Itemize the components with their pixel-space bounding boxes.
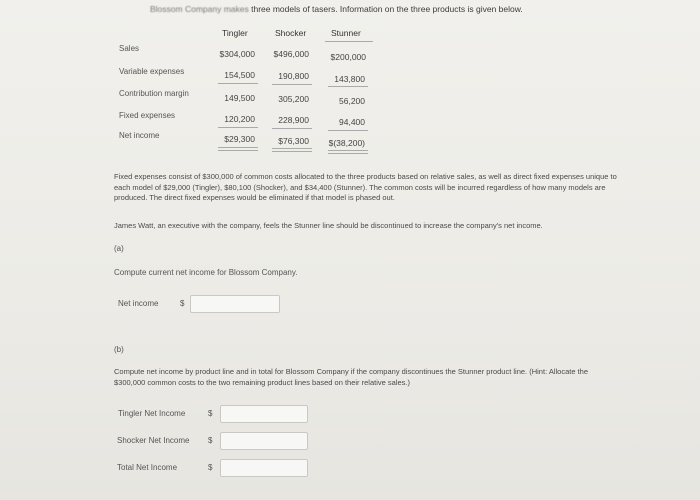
shocker-net-income-label: Shocker Net Income [117, 436, 190, 445]
cell-cm-stunner: 56,200 [339, 96, 365, 106]
cell-sales-tingler: $304,000 [219, 49, 255, 59]
cell-variable-tingler: 154,500 [224, 70, 255, 80]
row-label-variable-expenses: Variable expenses [119, 67, 185, 76]
header-stunner: Stunner [331, 28, 361, 38]
cell-ni-stunner: $(38,200) [328, 138, 365, 148]
net-income-currency: $ [180, 299, 185, 308]
cell-fixed-shocker: 228,900 [278, 115, 309, 125]
header-rule [325, 41, 373, 42]
rule-tingler-2 [218, 127, 258, 128]
intro-body: three models of tasers. Information on the three products is given below. [251, 4, 523, 14]
rule-tingler-1 [218, 83, 258, 84]
rule-stunner-1 [328, 86, 368, 87]
cell-fixed-stunner: 94,400 [339, 117, 365, 127]
row-label-sales: Sales [119, 44, 140, 53]
total-net-income-label: Total Net Income [117, 463, 178, 472]
total-net-income-input[interactable] [220, 459, 308, 477]
rule-stunner-2 [328, 130, 368, 131]
tingler-currency: $ [208, 409, 213, 418]
intro-prefix: Blossom Company makes [150, 4, 249, 14]
double-rule-stunner [328, 150, 368, 154]
double-rule-shocker [272, 148, 312, 152]
paragraph-fixed-expenses: Fixed expenses consist of $300,000 of common costs allocated to the three products based on relative sales, as well as direct fixed expenses unique to each model of $29,000 (Tingler), $80,100 (Shocker), and $34,400 (Stunner). The common costs will be incurred regardless of how many models are produced. The direct fixed expenses would be eliminated if that model is phased out. [114, 172, 617, 202]
part-b-label: (b) [114, 345, 124, 354]
cell-cm-shocker: 305,200 [278, 94, 309, 104]
net-income-label: Net income [118, 299, 159, 308]
rule-shocker-2 [272, 128, 312, 129]
row-label-contribution-margin: Contribution margin [119, 89, 189, 98]
header-tingler: Tingler [222, 28, 248, 38]
cell-sales-shocker: $496,000 [273, 49, 309, 59]
net-income-input[interactable] [190, 295, 280, 313]
tingler-net-income-label: Tingler Net Income [118, 409, 186, 418]
part-a-label: (a) [114, 244, 124, 253]
part-a-instruction: Compute current net income for Blossom Company. [114, 268, 298, 277]
header-shocker: Shocker [275, 28, 307, 38]
cell-fixed-tingler: 120,200 [224, 114, 255, 124]
tingler-net-income-input[interactable] [220, 405, 308, 423]
row-label-net-income: Net income [119, 131, 160, 140]
shocker-currency: $ [208, 436, 213, 445]
rule-shocker-1 [272, 84, 312, 85]
row-label-fixed-expenses: Fixed expenses [119, 111, 176, 120]
cell-cm-tingler: 149,500 [224, 93, 255, 103]
cell-ni-shocker: $76,300 [278, 136, 309, 146]
total-currency: $ [208, 463, 213, 472]
product-table [112, 24, 374, 152]
cell-sales-stunner: $200,000 [330, 52, 366, 62]
intro-text [150, 4, 523, 14]
cell-variable-shocker: 190,800 [278, 71, 309, 81]
cell-variable-stunner: 143,800 [334, 74, 365, 84]
shocker-net-income-input[interactable] [220, 432, 308, 450]
cell-ni-tingler: $29,300 [224, 134, 255, 144]
double-rule-tingler [218, 147, 258, 151]
part-b-instruction: Compute net income by product line and in total for Blossom Company if the company discontinues the Stunner product line. (Hint: Allocate the $300,000 common costs to the two remaining product lines based on their relative sales.) [114, 367, 589, 387]
paragraph-james-watt: James Watt, an executive with the company, feels the Stunner line should be discontinued to increase the company's net income. [114, 221, 543, 230]
